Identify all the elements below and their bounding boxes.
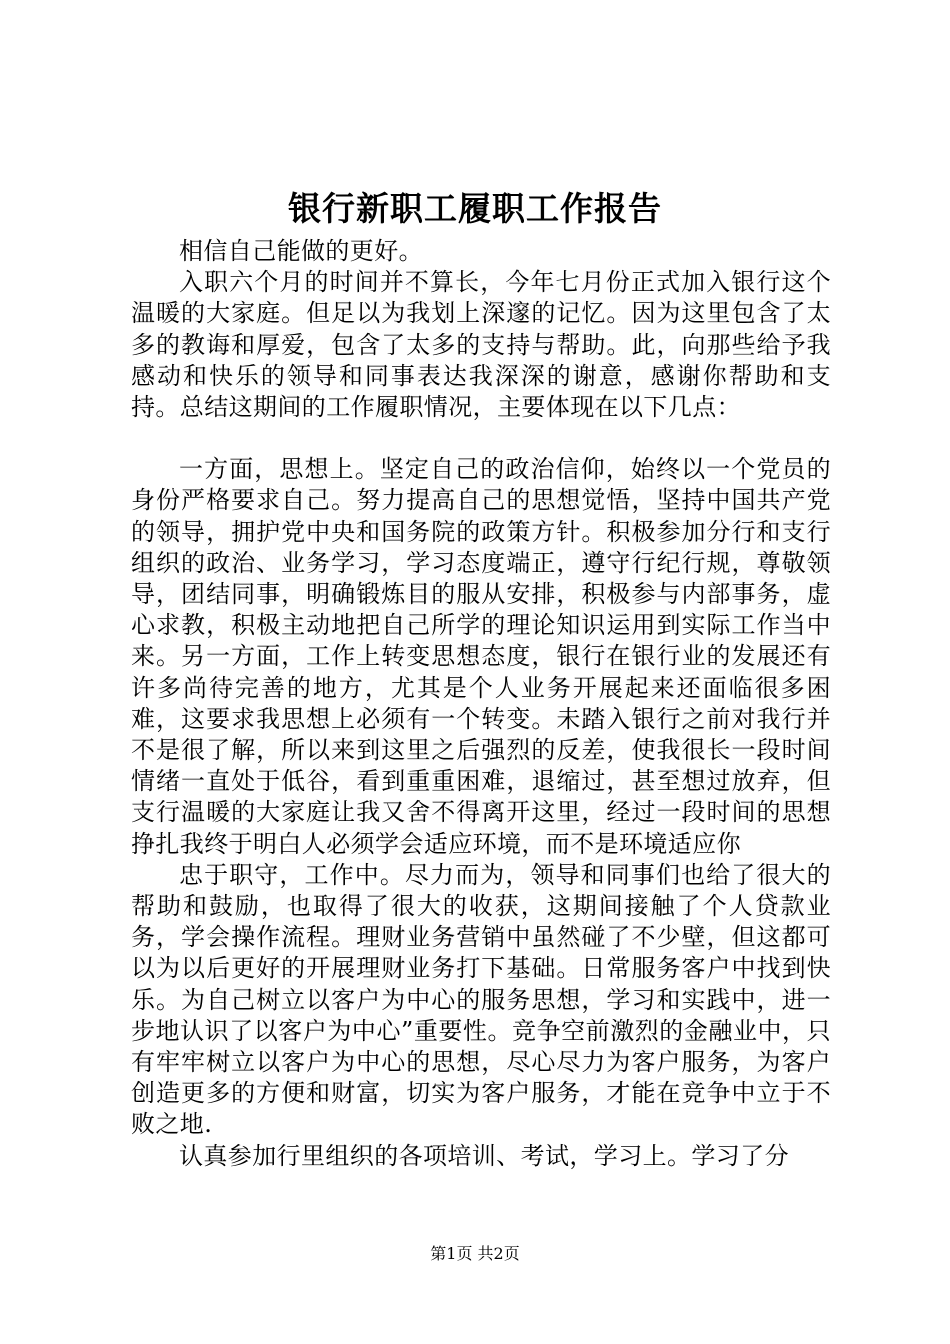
paragraph-5: 认真参加行里组织的各项培训、考试，学习上。学习了分 <box>179 1141 789 1170</box>
paragraph-2: 入职六个月的时间并不算长，今年七月份正式加入银行这个温暖的大家庭。但足以为我划上深邃的记忆。因为这里包含了太多的教诲和厚爱，包含了太多的支持与帮助。此，向那些给予我感动和快乐的领导和同事表达我深深的谢意，感谢你帮助和支持。总结这期间的工作履职情况，主要体现在以下几点： <box>131 268 831 422</box>
document-body <box>131 236 831 1172</box>
paragraph-3: 一方面，思想上。坚定自己的政治信仰，始终以一个党员的身份严格要求自己。努力提高自己的思想觉悟，坚持中国共产党的领导，拥护党中央和国务院的政策方针。积极参加分行和支行组织的政治、业务学习，学习态度端正，遵守行纪行规，尊敬领导，团结同事，明确锻炼目的服从安排，积极参与内部事务，虚心求教，积极主动地把自己所学的理论知识运用到实际工作当中来。另一方面，工作上转变思想态度，银行在银行业的发展还有许多尚待完善的地方，尤其是个人业务开展起来还面临很多困难，这要求我思想上必须有一个转变。未踏入银行之前对我行并不是很了解，所以来到这里之后强烈的反差，使我很长一段时间情绪一直处于低谷，看到重重困难，退缩过，甚至想过放弃，但支行温暖的大家庭让我又舍不得离开这里，经过一段时间的思想挣扎我终于明白人必须学会适应环境，而不是环境适应你 <box>131 455 831 858</box>
page-footer: 第1页 共2页 <box>430 1244 520 1263</box>
document-title: 银行新职工履职工作报告 <box>288 189 662 228</box>
paragraph-4: 忠于职守，工作中。尽力而为，领导和同事们也给了很大的帮助和鼓励，也取得了很大的收获，这期间接触了个人贷款业务，学会操作流程。理财业务营销中虽然碰了不少壁，但这都可以为以后更好的开展理财业务打下基础。日常服务客户中找到快乐。为自己树立以客户为中心的服务思想，学习和实践中，进一步地认识了以客户为中心”重要性。竞争空前激烈的金融业中，只有牢牢树立以客户为中心的思想，尽心尽力为客户服务，为客户创造更多的方便和财富，切实为客户服务，才能在竞争中立于不败之地. <box>131 860 831 1139</box>
paragraph-1: 相信自己能做的更好。 <box>179 237 423 265</box>
